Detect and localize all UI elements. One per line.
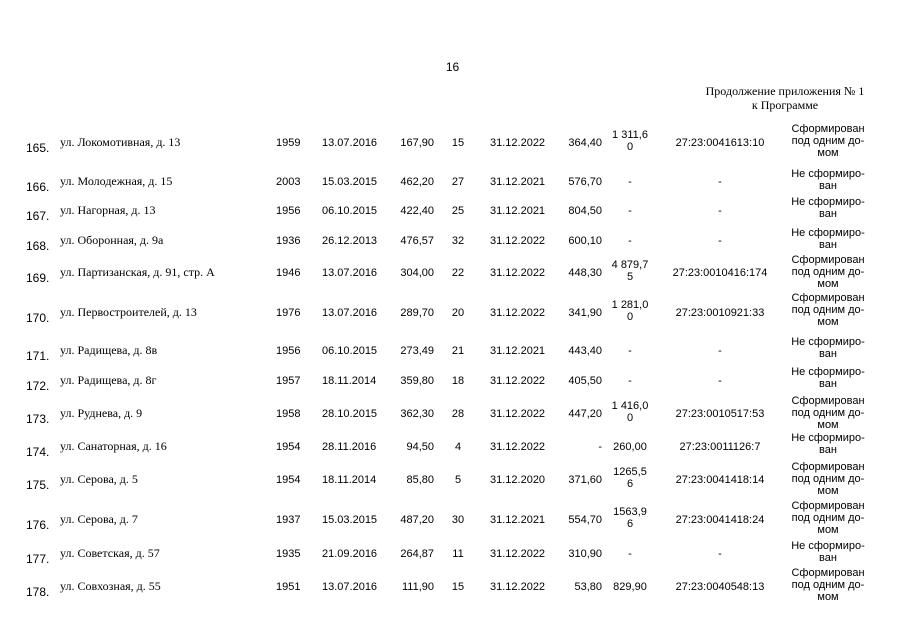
survey-date: 15.03.2015 [322, 176, 378, 188]
row-number: 168. [26, 239, 50, 253]
table-row [0, 366, 905, 395]
residential-area: 487,20 [400, 514, 434, 526]
status-line: Сформирован [791, 292, 865, 304]
land-area-line: 260,00 [613, 441, 647, 453]
status-line: Сформирован [791, 500, 865, 512]
land-area-line: - [628, 176, 632, 188]
build-year: 1958 [276, 408, 301, 420]
address: ул. Оборонная, д. 9а [60, 233, 164, 247]
status-line: под одним до- [791, 473, 865, 485]
status-line: Сформирован [791, 123, 865, 135]
land-plot-status [783, 196, 873, 220]
resettlement-date: 31.12.2020 [490, 474, 546, 486]
apartments-area: 447,20 [568, 408, 602, 420]
land-area-line: 0 [626, 311, 634, 323]
status-line: ван [819, 552, 837, 564]
resettlement-date: 31.12.2022 [490, 408, 546, 420]
land-plot-status [783, 461, 873, 497]
apartments-area: 371,60 [568, 474, 602, 486]
status-line: Сформирован [791, 461, 865, 473]
resettlement-date: 31.12.2022 [490, 375, 546, 387]
land-plot-status [783, 227, 873, 251]
land-area [610, 259, 650, 283]
table-row [0, 196, 905, 226]
table-row [0, 567, 905, 607]
residents-count: 22 [451, 267, 465, 279]
table-row [0, 123, 905, 163]
status-line: ван [819, 348, 837, 360]
build-year: 1976 [276, 307, 301, 319]
land-area-line: 5 [626, 271, 634, 283]
land-area-line: - [628, 345, 632, 357]
address: ул. Локомотивная, д. 13 [60, 135, 181, 149]
build-year: 1946 [276, 267, 301, 279]
status-line: ван [819, 239, 837, 251]
row-number: 167. [26, 209, 50, 223]
land-area-line: 0 [626, 141, 634, 153]
status-line: мом [817, 419, 839, 431]
residents-count: 32 [451, 235, 465, 247]
row-number: 174. [26, 445, 50, 459]
resettlement-date: 31.12.2022 [490, 235, 546, 247]
residents-count: 27 [451, 176, 465, 188]
address: ул. Партизанская, д. 91, стр. А [60, 265, 215, 279]
status-line: мом [817, 147, 839, 159]
cadastral-number: - [718, 345, 722, 357]
resettlement-date: 31.12.2022 [490, 548, 546, 560]
land-area [610, 129, 650, 153]
cadastral-number: 27:23:0041418:14 [675, 474, 765, 486]
build-year: 1935 [276, 548, 301, 560]
status-line: ван [819, 180, 837, 192]
row-number: 170. [26, 311, 50, 325]
land-plot-status [783, 366, 873, 390]
residents-count: 28 [451, 408, 465, 420]
land-area-line: 1 281,0 [611, 299, 649, 311]
land-plot-status [783, 168, 873, 192]
residential-area: 111,90 [401, 581, 434, 593]
survey-date: 28.10.2015 [322, 408, 378, 420]
residential-area: 462,20 [400, 176, 434, 188]
row-number: 175. [26, 478, 50, 492]
apartments-area: 53,80 [574, 581, 602, 593]
survey-date: 06.10.2015 [322, 205, 378, 217]
land-area [610, 176, 650, 188]
land-area [610, 375, 650, 387]
residents-count: 15 [451, 137, 465, 149]
build-year: 1954 [276, 474, 301, 486]
land-area-line: 6 [626, 518, 634, 530]
survey-date: 13.07.2016 [322, 307, 378, 319]
residential-area: 289,70 [400, 307, 434, 319]
apartments-area: 554,70 [568, 514, 602, 526]
status-line: Сформирован [791, 254, 865, 266]
residents-count: 30 [451, 514, 465, 526]
build-year: 1954 [276, 441, 301, 453]
land-plot-status [783, 292, 873, 328]
apartments-area: 448,30 [568, 267, 602, 279]
residential-area: 264,87 [400, 548, 434, 560]
residential-area: 359,80 [400, 375, 434, 387]
status-line: мом [817, 316, 839, 328]
address: ул. Молодежная, д. 15 [60, 174, 173, 188]
row-number: 165. [26, 141, 50, 155]
address: ул. Первостроителей, д. 13 [60, 305, 197, 319]
apartments-area: 600,10 [568, 235, 602, 247]
table-row [0, 461, 905, 499]
residents-count: 25 [451, 205, 465, 217]
status-line: ван [819, 378, 837, 390]
survey-date: 21.09.2016 [322, 548, 378, 560]
survey-date: 28.11.2016 [322, 441, 377, 453]
land-area [610, 205, 650, 217]
address: ул. Советская, д. 57 [60, 546, 160, 560]
row-number: 176. [26, 518, 50, 532]
status-line: Не сформиро- [791, 196, 865, 208]
survey-date: 13.07.2016 [322, 267, 378, 279]
land-area-line: 1563,9 [613, 506, 647, 518]
residents-count: 20 [451, 307, 465, 319]
resettlement-date: 31.12.2021 [490, 176, 546, 188]
status-line: ван [819, 444, 837, 456]
land-area-line: 6 [626, 478, 634, 490]
land-area-line: - [628, 205, 632, 217]
table-row [0, 227, 905, 254]
status-line: под одним до- [791, 304, 865, 316]
cadastral-number: - [718, 375, 722, 387]
status-line: Сформирован [791, 395, 865, 407]
residential-area: 304,00 [400, 267, 434, 279]
survey-date: 18.11.2014 [322, 375, 377, 387]
status-line: под одним до- [791, 407, 865, 419]
resettlement-date: 31.12.2022 [490, 441, 546, 453]
address: ул. Серова, д. 7 [60, 512, 138, 526]
apartments-area: 443,40 [568, 345, 602, 357]
resettlement-date: 31.12.2022 [490, 267, 546, 279]
row-number: 177. [26, 552, 50, 566]
build-year: 1957 [276, 375, 301, 387]
residents-count: 5 [454, 474, 462, 486]
address: ул. Нагорная, д. 13 [60, 203, 156, 217]
residential-area: 167,90 [400, 137, 434, 149]
resettlement-date: 31.12.2021 [490, 205, 546, 217]
appendix-line1: Продолжение приложения № 1 [705, 84, 865, 98]
residents-count: 4 [454, 441, 462, 453]
appendix-header [690, 84, 880, 112]
table-row [0, 168, 905, 196]
address: ул. Совхозная, д. 55 [60, 579, 161, 593]
land-plot-status [783, 432, 873, 456]
residents-count: 18 [451, 375, 465, 387]
status-line: под одним до- [791, 266, 865, 278]
status-line: под одним до- [791, 512, 865, 524]
cadastral-number: 27:23:0041613:10 [675, 137, 765, 149]
status-line: Не сформиро- [791, 168, 865, 180]
address: ул. Санаторная, д. 16 [60, 439, 167, 453]
status-line: мом [817, 591, 839, 603]
residential-area: 273,49 [400, 345, 434, 357]
residential-area: 85,80 [406, 474, 434, 486]
land-plot-status [783, 567, 873, 603]
page-number: 16 [445, 60, 460, 74]
apartments-area: - [598, 441, 602, 453]
survey-date: 15.03.2015 [322, 514, 378, 526]
residents-count: 21 [451, 345, 465, 357]
survey-date: 13.07.2016 [322, 137, 378, 149]
build-year: 1959 [276, 137, 301, 149]
status-line: Не сформиро- [791, 432, 865, 444]
land-area-line: 829,90 [613, 581, 647, 593]
appendix-line2: к Программе [751, 98, 819, 112]
table-row [0, 540, 905, 567]
cadastral-number: - [718, 235, 722, 247]
land-plot-status [783, 540, 873, 564]
land-area-line: - [628, 235, 632, 247]
row-number: 178. [26, 585, 50, 599]
cadastral-number: 27:23:0040548:13 [675, 581, 765, 593]
apartments-area: 310,90 [568, 548, 602, 560]
status-line: мом [817, 485, 839, 497]
residential-area: 476,57 [400, 235, 434, 247]
resettlement-date: 31.12.2022 [490, 137, 546, 149]
build-year: 1956 [276, 345, 301, 357]
build-year: 1936 [276, 235, 301, 247]
residential-area: 422,40 [400, 205, 434, 217]
table-row [0, 395, 905, 432]
land-plot-status [783, 123, 873, 159]
row-number: 171. [26, 349, 50, 363]
address: ул. Радищева, д. 8г [60, 373, 157, 387]
cadastral-number: 27:23:0041418:24 [675, 514, 765, 526]
survey-date: 06.10.2015 [322, 345, 378, 357]
land-plot-status [783, 254, 873, 290]
status-line: Не сформиро- [791, 540, 865, 552]
table-row [0, 500, 905, 540]
land-area [610, 235, 650, 247]
status-line: ван [819, 208, 837, 220]
build-year: 1937 [276, 514, 301, 526]
table-row [0, 254, 905, 292]
cadastral-number: - [718, 205, 722, 217]
survey-date: 26.12.2013 [322, 235, 378, 247]
cadastral-number: 27:23:0011126:7 [679, 441, 761, 453]
residential-area: 362,30 [400, 408, 434, 420]
survey-date: 18.11.2014 [322, 474, 377, 486]
row-number: 166. [26, 180, 50, 194]
build-year: 1951 [276, 581, 301, 593]
status-line: Не сформиро- [791, 336, 865, 348]
row-number: 173. [26, 412, 50, 426]
land-area [610, 345, 650, 357]
status-line: мом [817, 524, 839, 536]
address: ул. Серова, д. 5 [60, 472, 138, 486]
apartments-area: 804,50 [568, 205, 602, 217]
build-year: 2003 [276, 176, 301, 188]
table-row [0, 336, 905, 366]
land-plot-status [783, 395, 873, 431]
land-area [610, 441, 650, 453]
cadastral-number: - [718, 176, 722, 188]
land-plot-status [783, 336, 873, 360]
status-line: Не сформиро- [791, 227, 865, 239]
cadastral-number: - [718, 548, 722, 560]
land-area [610, 466, 650, 490]
status-line: под одним до- [791, 579, 865, 591]
table-row [0, 292, 905, 334]
row-number: 169. [26, 271, 50, 285]
land-area [610, 506, 650, 530]
land-area [610, 400, 650, 424]
resettlement-date: 31.12.2022 [490, 307, 546, 319]
residential-area: 94,50 [406, 441, 434, 453]
land-area [610, 299, 650, 323]
resettlement-date: 31.12.2021 [490, 345, 546, 357]
address: ул. Руднева, д. 9 [60, 406, 143, 420]
land-area-line: - [628, 375, 632, 387]
status-line: Сформирован [791, 567, 865, 579]
apartments-area: 576,70 [568, 176, 602, 188]
cadastral-number: 27:23:0010517:53 [675, 408, 765, 420]
status-line: Не сформиро- [791, 366, 865, 378]
status-line: под одним до- [791, 135, 865, 147]
apartments-area: 341,90 [568, 307, 602, 319]
residents-count: 11 [452, 548, 464, 560]
resettlement-date: 31.12.2022 [490, 581, 546, 593]
land-plot-status [783, 500, 873, 536]
resettlement-date: 31.12.2021 [490, 514, 546, 526]
land-area-line: 1265,5 [613, 466, 647, 478]
land-area-line: 0 [626, 412, 634, 424]
survey-date: 13.07.2016 [322, 581, 378, 593]
residents-count: 15 [451, 581, 465, 593]
cadastral-number: 27:23:0010416:174 [672, 267, 768, 279]
land-area-line: 4 879,7 [611, 259, 649, 271]
land-area-line: 1 311,6 [612, 129, 648, 141]
apartments-area: 364,40 [568, 137, 602, 149]
apartments-area: 405,50 [568, 375, 602, 387]
land-area [610, 548, 650, 560]
land-area [610, 581, 650, 593]
address: ул. Радищева, д. 8в [60, 343, 158, 357]
table-row [0, 432, 905, 461]
row-number: 172. [26, 379, 50, 393]
status-line: мом [817, 278, 839, 290]
cadastral-number: 27:23:0010921:33 [675, 307, 765, 319]
build-year: 1956 [276, 205, 301, 217]
land-area-line: 1 416,0 [611, 400, 649, 412]
land-area-line: - [628, 548, 632, 560]
